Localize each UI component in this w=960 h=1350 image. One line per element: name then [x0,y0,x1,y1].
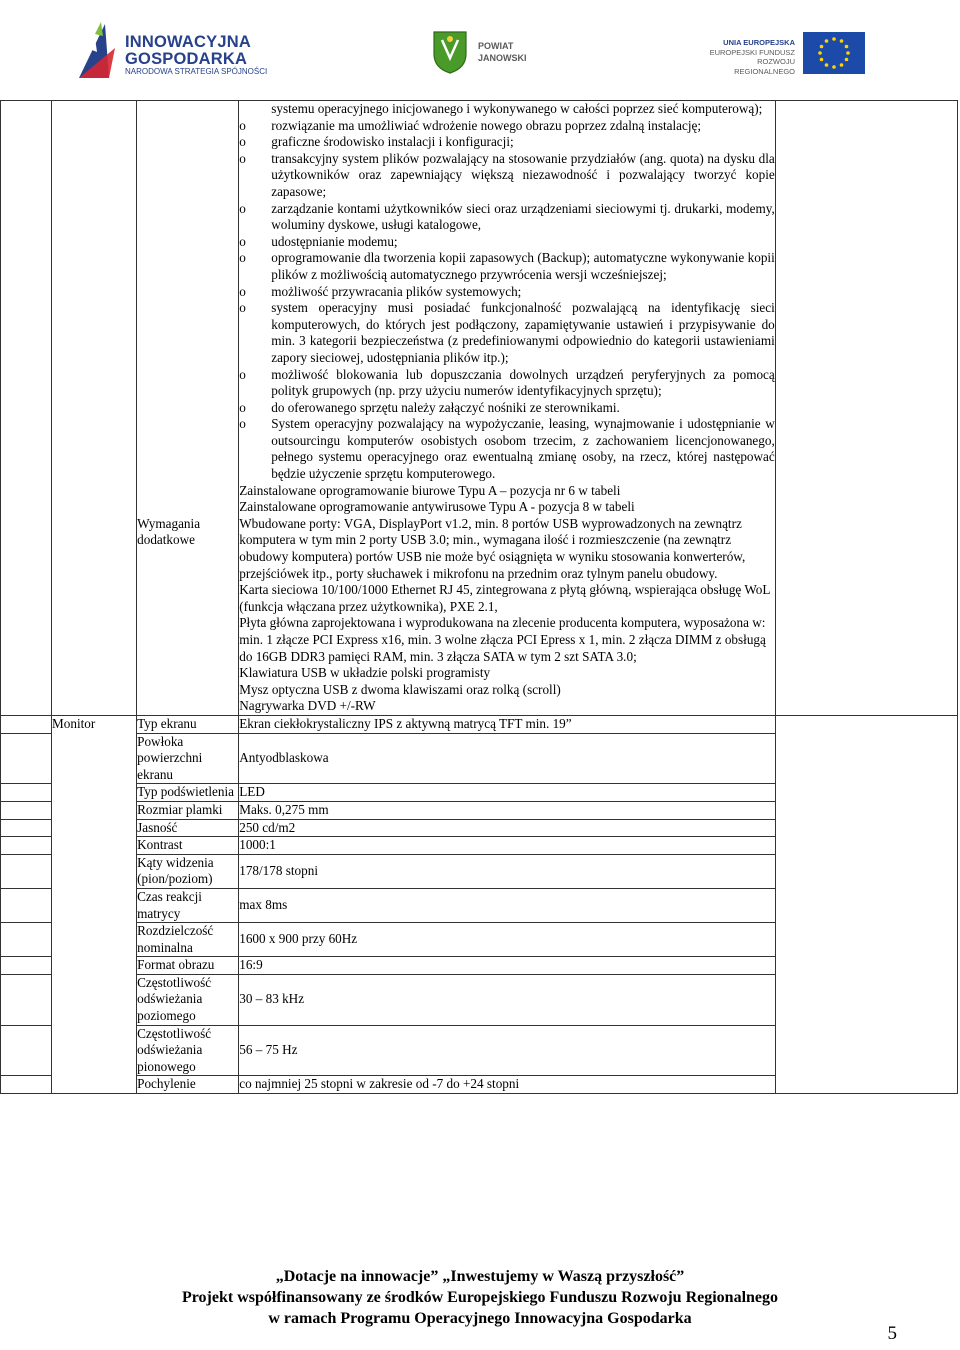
footer-slogan: „Dotacje na innowacje” „Inwestujemy w Waszą przyszłość” [275,1268,685,1285]
empty-notes-cell [775,101,957,716]
empty-index-cell [1,801,52,819]
monitor-param: Rozmiar plamki [137,801,239,819]
list-item: o możliwość przywracania plików systemowych; [239,283,522,299]
list-item: o udostępnianie modemu; [239,233,398,249]
innowacyjna-gospodarka-logo: INNOWACYJNA GOSPODARKA NARODOWA STRATEGIA SPÓJNOŚCI [75,20,275,82]
coat-of-arms-icon [430,30,470,74]
unia-europejska-logo: UNIA EUROPEJSKA EUROPEJSKI FUNDUSZ ROZWOJU REGIONALNEGO [695,30,870,75]
monitor-param: Format obrazu [137,957,239,975]
list-item: o System operacyjny pozwalający na wypożyczanie, leasing, wynajmowanie i udostępnianie w outsourcingu komputerów osobistych osobom trzecim, z zachowaniem licencjonowanego, pełnego systemu operacyjnego oraz ewentualną zmianę osoby, na rzecz, której następować będzie użyczenie sprzętu komputerowego. [239,416,775,482]
dvd-drive-text: Nagrywarka DVD +/-RW [239,698,376,714]
page-footer [0,1266,960,1329]
monitor-param: Powłoka powierzchni ekranu [137,733,239,784]
empty-param-cell [137,101,239,516]
list-item: o rozwiązanie ma umożliwiać wdrożenie nowego obrazu poprzez zdalną instalację; [239,117,702,133]
monitor-param: Rozdzielczość nominalna [137,923,239,957]
empty-index-cell [1,837,52,855]
empty-index-cell [1,819,52,837]
keyboard-text: Klawiatura USB w układzie polski programisty [239,665,491,681]
empty-index-cell [1,715,52,733]
page-number: 5 [887,1323,897,1344]
ig-emblem-icon [75,20,125,82]
monitor-value: 178/178 stopni [239,854,776,888]
monitor-value: Ekran ciekłokrystaliczny IPS z aktywną matrycą TFT min. 19” [239,715,776,733]
monitor-value: 30 – 83 kHz [239,974,776,1025]
page-header [0,0,960,100]
empty-index-cell [1,923,52,957]
monitor-value: Maks. 0,275 mm [239,801,776,819]
os-requirements-cell [239,101,776,516]
monitor-value: 1600 x 900 przy 60Hz [239,923,776,957]
empty-index-cell [1,1025,52,1076]
monitor-value: 250 cd/m2 [239,819,776,837]
antivirus-software-line: Zainstalowane oprogramowanie antywirusowe Typu A - pozycja 8 w tabeli [239,499,635,515]
empty-index-cell [1,957,52,975]
list-item: o zarządzanie kontami użytkowników sieci oraz urządzeniami sieciowymi tj. drukarki, modemy, woluminy dyskowe, usługi katalogowe, [239,200,775,233]
monitor-param: Typ ekranu [137,715,239,733]
list-item: o do oferowanego sprzętu należy załączyć nośniki ze sterownikami. [239,399,620,415]
footer-program: w ramach Programu Operacyjnego Innowacyjna Gospodarka [268,1310,692,1327]
empty-index-cell [1,733,52,784]
motherboard-text: Płyta główna zaprojektowana i wyprodukowana na zlecenie producenta komputera, wyposażona w: min. 1 złącze PCI Express x16, min. 3 wolne złącza PCI Epress x 1, min. 2 złącza DIMM z obsługą do 16GB DDR3 pamięci RAM, min. 3 złącza SATA w tym 2 szt SATA 3.0; [239,615,766,664]
empty-index-cell [1,784,52,802]
intro-text: systemu operacyjnego inicjowanego i wykonywanego w całości poprzez sieć komputerową); [271,101,763,116]
monitor-param: Częstotliwość odświeżania poziomego [137,974,239,1025]
monitor-param: Jasność [137,819,239,837]
footer-cofinancing: Projekt współfinansowany ze środków Europejskiego Funduszu Rozwoju Regionalnego [181,1289,779,1306]
list-item: o transakcyjny system plików pozwalający na stosowanie przydziałów (ang. quota) na dysku dla użytkowników oraz zapewniający większą niezawodność i pozwalający tworzyć kopie zapasowe; [239,150,775,199]
list-item: o graficzne środowisko instalacji i konfiguracji; [239,134,514,150]
monitor-param: Typ podświetlenia [137,784,239,802]
ports-text: Wbudowane porty: VGA, DisplayPort v1.2, min. 8 portów USB wyprowadzonych na zewnątrz komputera w tym min 2 porty USB 3.0; min., wymagana ilość i rozmieszczenie (na zewnątrz obudowy komputera) portów USB nie może być osiągnięta w wyniku stosowania konwerterów, przejściówek itp., porty słuchawek i mikrofonu na przednim oraz tylnym panelu obudowy. [239,515,746,581]
monitor-value: Antyodblaskowa [239,733,776,784]
monitor-value: 1000:1 [239,837,776,855]
empty-group-cell [52,101,137,716]
mouse-text: Mysz optyczna USB z dwoma klawiszami oraz rolką (scroll) [239,681,561,697]
list-item: o oprogramowanie dla tworzenia kopii zapasowych (Backup); automatyczne wykonywanie kopii plików z możliwością automatycznego przywrócenia wersji wcześniejszej; [239,250,775,282]
monitor-value: LED [239,784,776,802]
specification-table [0,100,958,1257]
monitor-value: max 8ms [239,888,776,922]
eu-flag-icon [803,32,865,74]
network-card-text: Karta sieciowa 10/100/1000 Ethernet RJ 45, zintegrowana z płytą główną, wspierająca obsługę WoL (funkcja włączana przez użytkownika), PXE 2.1, [239,582,770,614]
table-row-os-continued [1,101,958,516]
empty-index-cell [1,1076,52,1094]
monitor-param: Kontrast [137,837,239,855]
powiat-janowski-logo: POWIAT JANOWSKI [430,30,550,75]
empty-notes-cell [775,715,957,1093]
extra-requirements-label: Wymagania dodatkowe [137,516,239,716]
empty-index-cell [1,101,52,716]
extra-requirements-cell [239,516,776,716]
list-item: o możliwość blokowania lub dopuszczania dowolnych urządzeń peryferyjnych za pomocą polityk grupowych (np. przy użyciu numerów identyfikacyjnych sprzętu); [239,366,775,399]
list-item: o system operacyjny musi posiadać funkcjonalność pozwalającą na identyfikację sieci komputerowych, do których jest podłączony, zapamiętywanie ustawień i przypisywanie do min. 3 kategorii bezpieczeństwa (z predefiniowanymi odpowiednio do kategorii ustawieniami zapory sieciowej, udostępniania plików itp.); [239,300,775,365]
office-software-line: Zainstalowane oprogramowanie biurowe Typu A – pozycja nr 6 w tabeli [239,482,621,498]
monitor-param: Kąty widzenia (pion/poziom) [137,854,239,888]
empty-index-cell [1,854,52,888]
monitor-param: Czas reakcji matrycy [137,888,239,922]
monitor-value: 16:9 [239,957,776,975]
monitor-param: Częstotliwość odświeżania pionowego [137,1025,239,1076]
monitor-param: Pochylenie [137,1076,239,1094]
monitor-label: Monitor [52,715,137,1093]
os-bullet-list [229,118,775,483]
monitor-value: co najmniej 25 stopni w zakresie od -7 do +24 stopni [239,1076,776,1094]
empty-index-cell [1,974,52,1025]
table-row [1,715,958,733]
empty-index-cell [1,888,52,922]
monitor-value: 56 – 75 Hz [239,1025,776,1076]
